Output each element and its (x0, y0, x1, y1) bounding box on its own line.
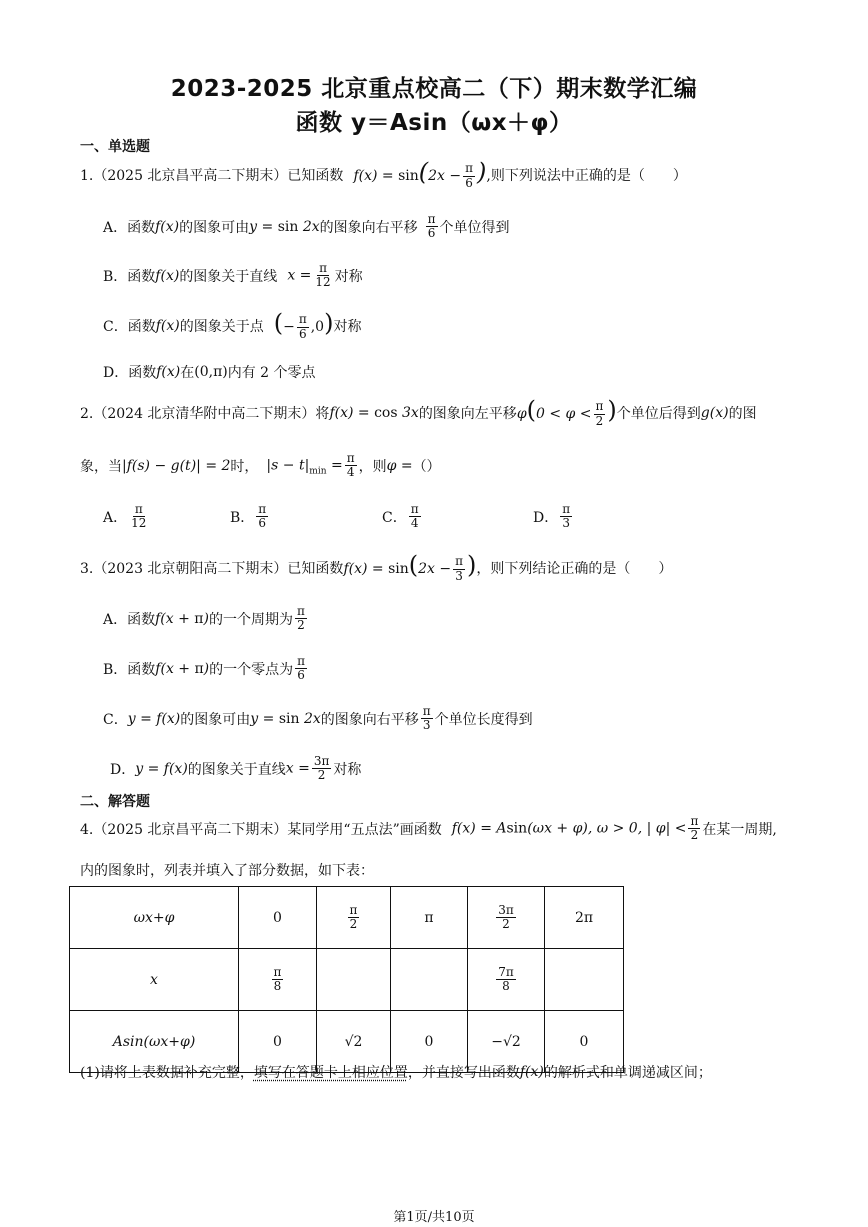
q1-option-d (103, 362, 316, 382)
q3-option-d (110, 755, 361, 782)
q2-phi: φ = (386, 457, 413, 474)
q3-d-suf: 对称 (333, 761, 362, 778)
q1-option-a (103, 213, 510, 240)
q2-a-frac: $\frac{\pi}{12}$ (131, 502, 147, 531)
q3-suffix: ，则下列结论正确的是（ ） (476, 560, 673, 577)
q3-b-fx: f(x + π) (155, 660, 210, 677)
q4-suffix: 在某一周期, (702, 821, 777, 838)
q2-c-frac: $\frac{\pi}{4}$ (410, 502, 419, 531)
table-cell: 0 (545, 1011, 624, 1073)
q1-d-mid: 在 (180, 365, 195, 381)
q3-c-mid2: 的图象向右平移 (320, 711, 419, 728)
q3-b-pre: B．函数 (103, 661, 156, 678)
table-cell (391, 949, 468, 1011)
q1-d-fx: f(x) (156, 364, 181, 380)
q1-a-mid: 的图象可由 (179, 219, 250, 236)
table-row-label: ωx+φ (70, 887, 239, 949)
q3-option-b (103, 655, 309, 682)
q2-line2-pre: 象，当 (80, 458, 122, 475)
q2-option-a (103, 503, 150, 530)
table-cell: $\frac{3\pi}{2}$ (468, 887, 545, 949)
q4-part1-pre: (1)请将上表数据补充完整， (80, 1065, 254, 1081)
q4-part1-mid: ，并直接写出函数 (407, 1065, 520, 1081)
q1-a-suf: 个单位得到 (439, 219, 510, 236)
q3-prefix: 3.（2023 北京朝阳高二下期末）已知函数 (80, 560, 344, 577)
q1-a-sin2x: y = sin 2x (249, 218, 320, 235)
table-cell: √2 (317, 1011, 391, 1073)
q1-c-fx: f(x) (155, 317, 180, 334)
q4-part1-suf: 的解析式和单调递减区间； (543, 1065, 712, 1081)
q1-b-pre: B．函数 (103, 268, 156, 285)
q3-d-mid: 的图象关于直线 (187, 761, 286, 778)
q1-c-pre: C．函数 (103, 318, 156, 335)
page-subtitle: 函数 y＝Asin（ωx＋φ） (295, 110, 573, 136)
q3-d-yfx: y = f(x) (135, 760, 188, 777)
q2-phi-range: φ(0 < φ < $\frac{\pi}{2}$ ) (516, 396, 617, 428)
q1-d-suf: 内有 2 个零点 (227, 365, 316, 381)
q2-a-label: A． (103, 509, 128, 526)
page-footer: 第1页/共10页 (393, 1210, 475, 1225)
q3-a-pre: A．函数 (103, 611, 156, 628)
q4-prefix: 4.（2025 北京昌平高二下期末）某同学用“五点法”画函数 (80, 821, 442, 838)
q2-d-label: D． (533, 509, 559, 526)
table-cell (317, 949, 391, 1011)
question-4-stem-line2: 内的图象时，列表并填入了部分数据，如下表： (80, 863, 374, 879)
q2-suf: 的图 (728, 405, 757, 422)
q3-c-pre: C． (103, 711, 128, 728)
q3-a-frac: $\frac{\pi}{2}$ (296, 604, 305, 633)
table-row (70, 887, 624, 949)
q1-option-c (103, 311, 361, 341)
table-cell: 2π (545, 887, 624, 949)
q1-b-line: x = $\frac{\pi}{12}$ (287, 261, 331, 290)
q3-d-pre: D． (110, 761, 136, 778)
q1-a-pre: A．函数 (103, 219, 156, 236)
q2-b-frac: $\frac{\pi}{6}$ (258, 502, 267, 531)
q1-c-mid: 的图象关于点 (179, 318, 264, 335)
q4-part1-fx: f(x) (519, 1064, 544, 1080)
question-2-stem-line1 (80, 398, 757, 428)
q2-function: f(x) = cos 3x (329, 404, 419, 421)
table-cell: 0 (239, 887, 317, 949)
table-cell: $\frac{\pi}{2}$ (317, 887, 391, 949)
q2-option-d (533, 503, 574, 530)
q2-line2-suf: （） (412, 458, 441, 475)
q3-c-mid: 的图象可由 (180, 711, 251, 728)
q4-part1-dotted: 填写在答题卡上相应位置 (253, 1065, 408, 1081)
q3-b-suf: 的一个零点为 (209, 661, 294, 678)
q2-line2-mid2: ，则 (358, 458, 387, 475)
q2-prefix: 2.（2024 北京清华附中高二下期末）将 (80, 405, 330, 422)
q3-c-frac: $\frac{\pi}{3}$ (422, 704, 431, 733)
q2-option-b (230, 503, 270, 530)
q2-min-condition: $|s - t|_{min}$ = $\frac{\pi}{4}$ (266, 451, 355, 480)
table-cell: π (391, 887, 468, 949)
q3-option-c (103, 705, 533, 732)
table-cell: $\frac{\pi}{8}$ (239, 949, 317, 1011)
q2-gx: g(x) (700, 404, 729, 421)
question-1-stem (80, 160, 687, 190)
q1-d-interval: (0,π) (194, 364, 228, 380)
q1-c-suf: 对称 (333, 318, 362, 335)
table-cell: 0 (391, 1011, 468, 1073)
q1-function: f(x) = sin(2x − $\frac{\pi}{6}$ ) (353, 158, 487, 190)
question-2-stem-line2 (80, 452, 441, 479)
table-cell: $\frac{7\pi}{8}$ (468, 949, 545, 1011)
page-title: 2023-2025 北京重点校高二（下）期末数学汇编 (170, 76, 698, 102)
q1-d-pre: D．函数 (103, 365, 157, 381)
q1-a-frac: $\frac{\pi}{6}$ (427, 212, 436, 241)
q3-b-frac: $\frac{\pi}{6}$ (297, 654, 306, 683)
q1-b-fx: f(x) (155, 267, 180, 284)
section-heading-solution: 二、解答题 (80, 794, 150, 810)
q1-option-b (103, 262, 363, 289)
table-row (70, 949, 624, 1011)
q2-b-label: B． (230, 509, 255, 526)
q2-mid1: 的图象向左平移 (418, 405, 517, 422)
q1-a-fx: f(x) (155, 218, 180, 235)
table-cell (545, 949, 624, 1011)
q2-line2-mid: 时， (230, 458, 259, 475)
table-row-label: x (70, 949, 239, 1011)
q1-a-mid2: 的图象向右平移 (319, 219, 418, 236)
q3-c-yfx: y = f(x) (127, 710, 181, 727)
q1-suffix: ,则下列说法中正确的是（ ） (486, 167, 687, 184)
q3-function: f(x) = sin(2x − $\frac{\pi}{3}$ ) (343, 551, 477, 583)
table-row-label: Asin(ωx+φ) (70, 1011, 239, 1073)
table-cell: 0 (239, 1011, 317, 1073)
q2-c-label: C． (382, 509, 407, 526)
q1-c-point: (− $\frac{\pi}{6}$ ,0) (273, 309, 334, 341)
q3-c-suf: 个单位长度得到 (434, 711, 533, 728)
q1-b-suf: 对称 (334, 268, 363, 285)
question-3-stem (80, 553, 672, 583)
q2-abs-condition: |f(s) − g(t)| = 2 (122, 457, 231, 474)
q3-a-fx: f(x + π) (155, 610, 209, 627)
q1-prefix: 1.（2025 北京昌平高二下期末）已知函数 (80, 167, 344, 184)
q2-d-frac: $\frac{\pi}{3}$ (562, 502, 571, 531)
q3-option-a (103, 605, 309, 632)
q3-c-sin2x: y = sin 2x (250, 710, 321, 727)
q3-d-line: x = $\frac{3\pi}{2}$ (285, 754, 330, 783)
question-4-part-1 (80, 1062, 712, 1082)
table-cell: −√2 (468, 1011, 545, 1073)
q3-a-suf: 的一个周期为 (208, 611, 293, 628)
q4-function: f(x) = Asin(ωx + φ), ω > 0, | φ| < $\frac{\pi}{2}$ (451, 814, 699, 843)
question-4-stem-line1 (80, 815, 777, 842)
q2-mid2: 个单位后得到 (616, 405, 701, 422)
five-point-table (69, 886, 624, 1073)
q2-option-c (382, 503, 423, 530)
q1-b-mid: 的图象关于直线 (179, 268, 278, 285)
section-heading-single-choice: 一、单选题 (80, 139, 150, 155)
